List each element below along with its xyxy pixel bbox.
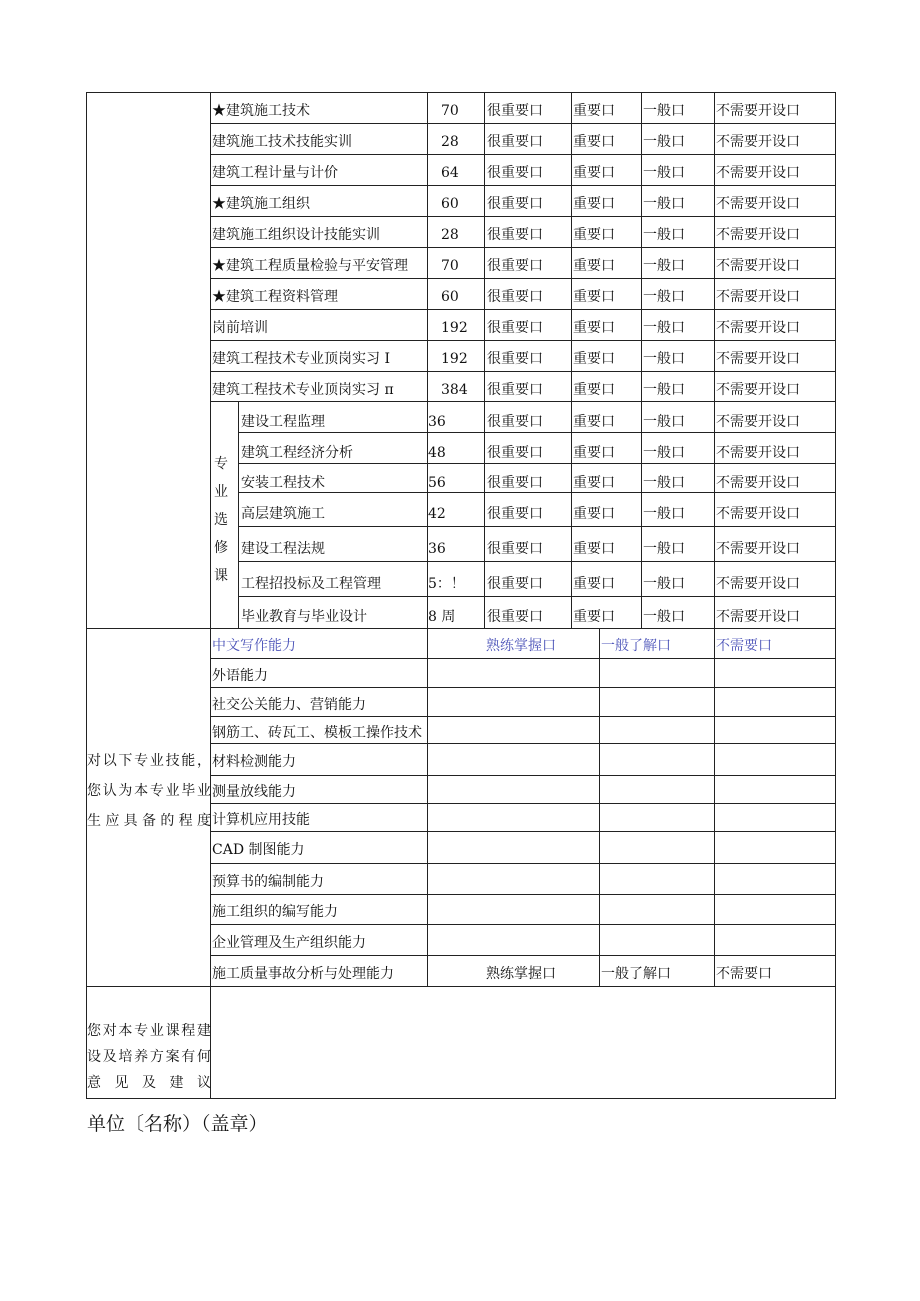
importance-option: 一般口	[643, 227, 685, 243]
grid-line	[210, 687, 835, 688]
grid-line	[210, 371, 835, 372]
importance-option: 很重要口	[487, 576, 543, 592]
importance-option: 很重要口	[487, 196, 543, 212]
elective-course-hours: 36	[428, 541, 446, 557]
course-name: 岗前培训	[212, 320, 268, 336]
grid-line	[86, 628, 836, 629]
importance-option: 重要口	[573, 382, 615, 398]
grid-line	[835, 92, 836, 1099]
importance-option: 不需要开设口	[716, 103, 800, 119]
grid-line	[599, 628, 600, 987]
importance-option: 一般口	[643, 196, 685, 212]
importance-option: 一般口	[643, 541, 685, 557]
grid-line	[210, 831, 835, 832]
grid-line	[210, 340, 835, 341]
skill-name: 材料检测能力	[212, 754, 296, 770]
importance-option: 不需要开设口	[716, 541, 800, 557]
course-hours: 384	[441, 382, 468, 398]
elective-course-name: 建设工程法规	[241, 541, 325, 557]
course-name: ★建筑施工技术	[212, 103, 310, 119]
skill-name: CAD 制图能力	[212, 842, 305, 858]
importance-option: 一般口	[643, 289, 685, 305]
importance-option: 很重要口	[487, 258, 543, 274]
importance-option: 重要口	[573, 320, 615, 336]
grid-line	[238, 596, 835, 597]
skill-level-option: 熟练掌握口	[486, 638, 556, 654]
importance-option: 重要口	[573, 609, 615, 625]
importance-option: 不需要开设口	[716, 382, 800, 398]
importance-option: 不需要开设口	[716, 227, 800, 243]
importance-option: 重要口	[573, 541, 615, 557]
skill-level-option: 一般了解口	[601, 638, 671, 654]
suggestion-answer-field[interactable]	[214, 990, 831, 1094]
importance-option: 一般口	[643, 576, 685, 592]
elective-group-label: 专 业 选 修 课	[214, 456, 228, 584]
importance-option: 重要口	[573, 258, 615, 274]
skill-name: 测量放线能力	[212, 784, 296, 800]
course-hours: 70	[441, 103, 459, 119]
grid-line	[238, 463, 835, 464]
course-name: 建筑工程技术专业顶岗实习 I	[212, 351, 390, 367]
grid-line	[86, 986, 836, 987]
importance-option: 一般口	[643, 351, 685, 367]
course-hours: 28	[441, 227, 459, 243]
importance-option: 一般口	[643, 134, 685, 150]
importance-option: 不需要开设口	[716, 445, 800, 461]
grid-line	[210, 743, 835, 744]
importance-option: 不需要开设口	[716, 196, 800, 212]
elective-course-name: 高层建筑施工	[241, 506, 325, 522]
course-name: 建筑施工组织设计技能实训	[212, 227, 380, 243]
course-name: ★建筑工程质量检验与平安管理	[212, 258, 408, 274]
grid-line	[210, 309, 835, 310]
importance-option: 很重要口	[487, 103, 543, 119]
course-hours: 192	[441, 320, 468, 336]
grid-line	[238, 561, 835, 562]
elective-course-name: 工程招投标及工程管理	[241, 576, 381, 592]
grid-line	[238, 401, 239, 629]
grid-line	[210, 775, 835, 776]
elective-course-name: 安装工程技术	[241, 475, 325, 491]
course-hours: 70	[441, 258, 459, 274]
skill-name: 企业管理及生产组织能力	[212, 935, 366, 951]
course-hours: 192	[441, 351, 468, 367]
skill-name: 中文写作能力	[212, 638, 296, 654]
skills-question: 对以下专业技能，您认为本专业毕业生应具备的程度	[87, 753, 211, 829]
importance-option: 一般口	[643, 414, 685, 430]
grid-line	[484, 92, 485, 629]
importance-option: 很重要口	[487, 541, 543, 557]
importance-option: 很重要口	[487, 165, 543, 181]
course-hours: 64	[441, 165, 459, 181]
grid-line	[210, 658, 835, 659]
grid-line	[210, 924, 835, 925]
importance-option: 很重要口	[487, 475, 543, 491]
skill-name: 外语能力	[212, 668, 268, 684]
importance-option: 不需要开设口	[716, 289, 800, 305]
importance-option: 重要口	[573, 576, 615, 592]
elective-course-hours: 48	[428, 445, 446, 461]
grid-line	[210, 123, 835, 124]
course-hours: 60	[441, 196, 459, 212]
elective-course-hours: 42	[428, 506, 446, 522]
importance-option: 一般口	[643, 445, 685, 461]
importance-option: 不需要开设口	[716, 475, 800, 491]
skill-name: 预算书的编制能力	[212, 874, 324, 890]
elective-course-hours: 36	[428, 414, 446, 430]
course-name: ★建筑施工组织	[212, 196, 310, 212]
importance-option: 一般口	[643, 165, 685, 181]
course-name: 建筑施工技术技能实训	[212, 134, 352, 150]
course-name: ★建筑工程资料管理	[212, 289, 338, 305]
grid-line	[714, 628, 715, 987]
skill-level-option: 不需要口	[716, 638, 772, 654]
importance-option: 一般口	[643, 506, 685, 522]
importance-option: 重要口	[573, 165, 615, 181]
importance-option: 一般口	[643, 103, 685, 119]
importance-option: 不需要开设口	[716, 351, 800, 367]
grid-line	[86, 92, 836, 93]
grid-line	[210, 154, 835, 155]
grid-line	[427, 628, 428, 987]
importance-option: 不需要开设口	[716, 165, 800, 181]
grid-line	[238, 526, 835, 527]
elective-course-name: 毕业教育与毕业设计	[241, 609, 367, 625]
elective-course-hours: 56	[428, 475, 446, 491]
grid-line	[210, 247, 835, 248]
course-name: 建筑工程计量与计价	[212, 165, 338, 181]
skill-level-option: 熟练掌握口	[486, 966, 556, 982]
elective-course-name: 建设工程监理	[241, 414, 325, 430]
suggestion-question: 您对本专业课程建设及培养方案有何意见及建议	[87, 1023, 211, 1091]
importance-option: 一般口	[643, 320, 685, 336]
importance-option: 很重要口	[487, 320, 543, 336]
grid-line	[210, 894, 835, 895]
importance-option: 很重要口	[487, 134, 543, 150]
importance-option: 很重要口	[487, 289, 543, 305]
elective-course-hours: 5：！	[428, 576, 465, 592]
grid-line	[210, 185, 835, 186]
skill-name: 施工质量事故分析与处理能力	[212, 966, 394, 982]
grid-line	[210, 92, 211, 1099]
importance-option: 很重要口	[487, 351, 543, 367]
importance-option: 重要口	[573, 351, 615, 367]
importance-option: 重要口	[573, 134, 615, 150]
importance-option: 很重要口	[487, 382, 543, 398]
course-name: 建筑工程技术专业顶岗实习 π	[212, 382, 394, 398]
grid-line	[210, 401, 835, 402]
importance-option: 不需要开设口	[716, 414, 800, 430]
grid-line	[238, 492, 835, 493]
importance-option: 一般口	[643, 382, 685, 398]
grid-line	[210, 863, 835, 864]
importance-option: 很重要口	[487, 227, 543, 243]
importance-option: 很重要口	[487, 445, 543, 461]
importance-option: 很重要口	[487, 414, 543, 430]
elective-course-hours: 8 周	[428, 609, 456, 625]
importance-option: 一般口	[643, 258, 685, 274]
importance-option: 很重要口	[487, 506, 543, 522]
importance-option: 不需要开设口	[716, 320, 800, 336]
importance-option: 重要口	[573, 196, 615, 212]
importance-option: 重要口	[573, 506, 615, 522]
grid-line	[714, 92, 715, 629]
grid-line	[86, 92, 87, 1099]
grid-line	[86, 1098, 836, 1099]
importance-option: 重要口	[573, 475, 615, 491]
importance-option: 重要口	[573, 227, 615, 243]
importance-option: 重要口	[573, 103, 615, 119]
importance-option: 不需要开设口	[716, 258, 800, 274]
importance-option: 重要口	[573, 445, 615, 461]
grid-line	[210, 278, 835, 279]
course-hours: 60	[441, 289, 459, 305]
course-hours: 28	[441, 134, 459, 150]
importance-option: 不需要开设口	[716, 576, 800, 592]
grid-line	[571, 92, 572, 629]
importance-option: 一般口	[643, 609, 685, 625]
importance-option: 不需要开设口	[716, 506, 800, 522]
skill-level-option: 一般了解口	[601, 966, 671, 982]
skill-level-option: 不需要口	[716, 966, 772, 982]
grid-line	[210, 955, 835, 956]
grid-line	[210, 216, 835, 217]
importance-option: 重要口	[573, 414, 615, 430]
elective-course-name: 建筑工程经济分析	[241, 445, 353, 461]
importance-option: 重要口	[573, 289, 615, 305]
grid-line	[210, 716, 835, 717]
grid-line	[238, 432, 835, 433]
grid-line	[210, 803, 835, 804]
skill-name: 社交公关能力、营销能力	[212, 697, 366, 713]
skill-name: 计算机应用技能	[212, 812, 310, 828]
importance-option: 很重要口	[487, 609, 543, 625]
unit-stamp-line: 单位〔名称）（盖章）	[87, 1113, 268, 1135]
skill-name: 钢筋工、砖瓦工、模板工操作技术	[212, 725, 422, 741]
importance-option: 一般口	[643, 475, 685, 491]
skill-name: 施工组织的编写能力	[212, 904, 338, 920]
importance-option: 不需要开设口	[716, 134, 800, 150]
importance-option: 不需要开设口	[716, 609, 800, 625]
grid-line	[641, 92, 642, 629]
